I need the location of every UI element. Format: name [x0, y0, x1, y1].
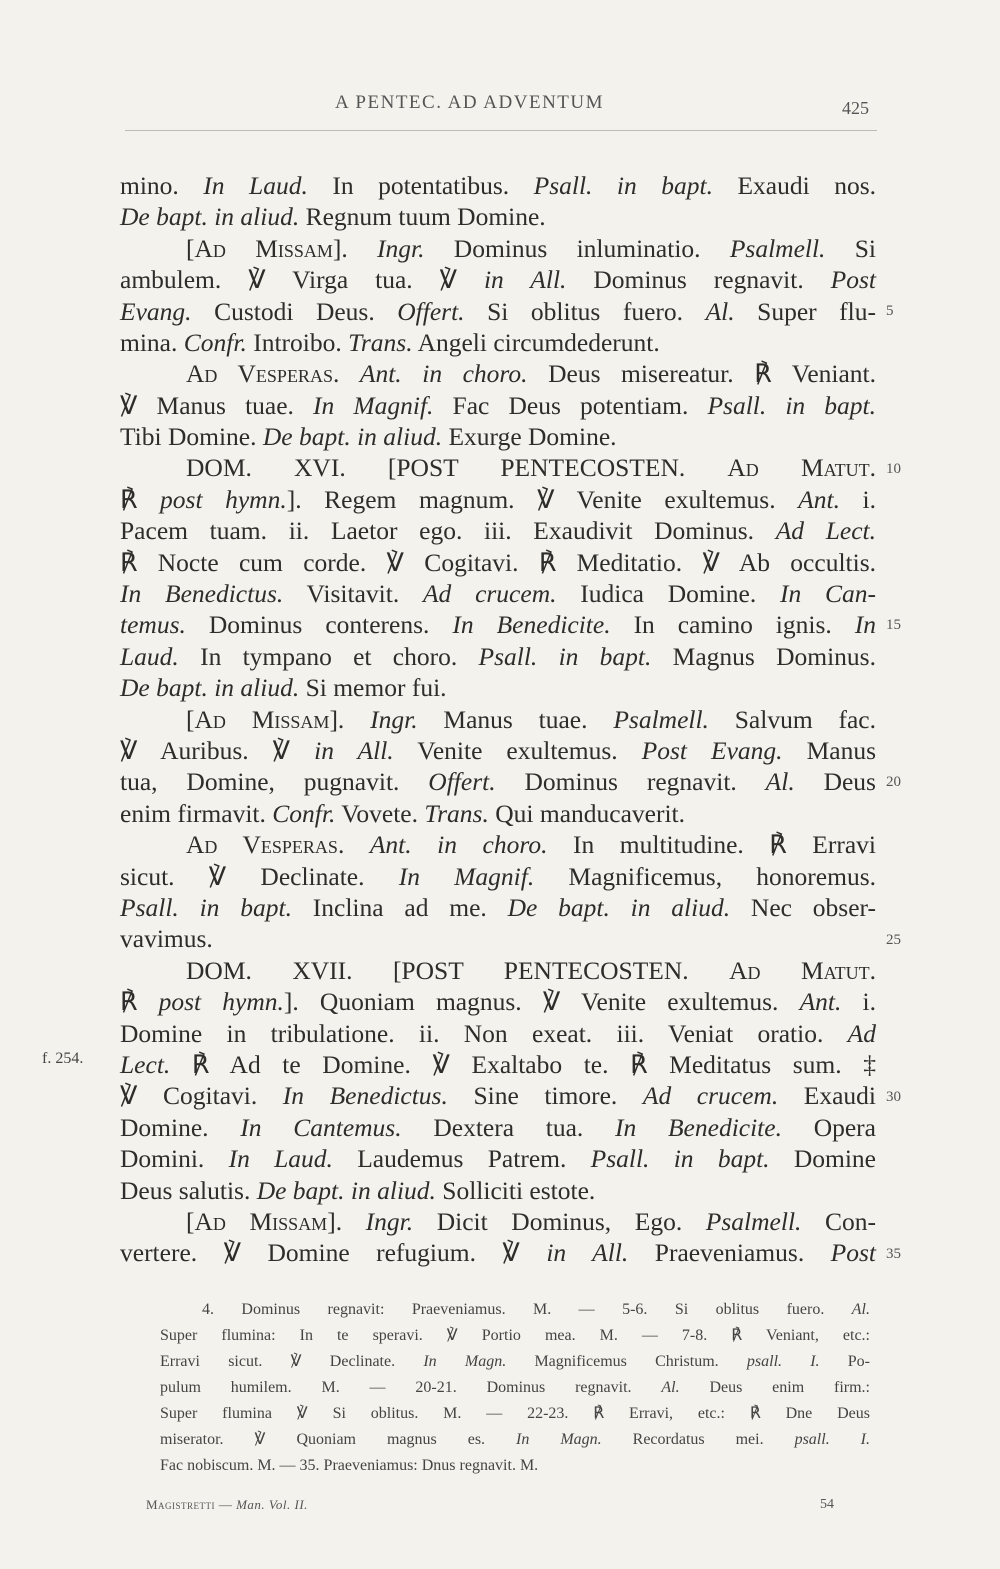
- text-line: [Ad Missam]. Ingr. Dominus inluminatio. Psalmell. Si: [186, 234, 876, 263]
- text-line: mino. In Laud. In potentatibus. Psall. in bapt. Exaudi nos.: [120, 171, 876, 200]
- text-line: vavimus.: [120, 924, 213, 953]
- text-line: Ad Vesperas. Ant. in choro. Deus misereatur. ℟ Veniant.: [186, 359, 877, 388]
- text-line: [Ad Missam]. Ingr. Manus tuae. Psalmell. Salvum fac.: [186, 705, 876, 734]
- text-line: [Ad Missam]. Ingr. Dicit Dominus, Ego. Psalmell. Con-: [186, 1207, 877, 1236]
- text-line: temus. Dominus conterens. In Benedicite. In camino ignis. In: [120, 610, 876, 639]
- text-line: sicut. ℣ Declinate. In Magnif. Magnificemus, honoremus.: [120, 862, 876, 891]
- footnote-line: pulum humilem. M. — 20-21. Dominus regnavit. Al. Deus enim firm.:: [160, 1379, 871, 1396]
- section-heading: DOM. XVI. [POST PENTECOSTEN. Ad Matut.: [186, 453, 876, 482]
- text-line: Ad Vesperas. Ant. in choro. In multitudine. ℟ Erravi: [186, 830, 876, 859]
- line-number: 5: [886, 303, 894, 319]
- text-line: tua, Domine, pugnavit. Offert. Dominus regnavit. Al. Deus: [120, 767, 876, 796]
- text-line: Deus salutis. De bapt. in aliud. Solliciti estote.: [120, 1176, 596, 1205]
- text-line: ℟ Nocte cum corde. ℣ Cogitavi. ℟ Meditatio. ℣ Ab occultis.: [120, 548, 876, 577]
- footnote-line: Super flumina ℣ Si oblitus. M. — 22-23. ℟ Erravi, etc.: ℟ Dne Deus: [160, 1405, 870, 1422]
- text-line: Domini. In Laud. Laudemus Patrem. Psall. in bapt. Domine: [120, 1144, 877, 1173]
- text-line: Evang. Custodi Deus. Offert. Si oblitus fuero. Al. Super flu-: [120, 297, 877, 326]
- footnote-line: miserator. ℣ Quoniam magnus es. In Magn. Recordatus mei. psall. I.: [160, 1431, 871, 1448]
- line-number: 25: [886, 932, 901, 948]
- header-rule: [125, 130, 877, 131]
- line-number: 10: [886, 461, 901, 477]
- text-line: Laud. In tympano et choro. Psall. in bapt. Magnus Dominus.: [120, 642, 876, 671]
- signature-author: Magistretti — Man. Vol. II.: [146, 1497, 308, 1512]
- text-line: ℣ Cogitavi. In Benedictus. Sine timore. Ad crucem. Exaudi: [120, 1081, 877, 1110]
- folio-marker: f. 254.: [42, 1050, 84, 1067]
- text-line: Domine in tribulatione. ii. Non exeat. iii. Veniat oratio. Ad: [120, 1019, 876, 1048]
- line-number: 30: [886, 1089, 901, 1105]
- text-line: ambulem. ℣ Virga tua. ℣ in All. Dominus regnavit. Post: [120, 265, 876, 294]
- signature-number: 54: [820, 1497, 834, 1512]
- line-number: 15: [886, 617, 901, 633]
- text-line: De bapt. in aliud. Si memor fui.: [120, 673, 447, 702]
- line-number: 20: [886, 774, 901, 790]
- text-line: enim firmavit. Confr. Vovete. Trans. Qui manducaverit.: [120, 799, 686, 828]
- text-line: ℟ post hymn.]. Regem magnum. ℣ Venite exultemus. Ant. i.: [120, 485, 876, 514]
- text-line: vertere. ℣ Domine refugium. ℣ in All. Praeveniamus. Post: [120, 1238, 876, 1267]
- text-line: ℣ Manus tuae. In Magnif. Fac Deus potentiam. Psall. in bapt.: [120, 391, 876, 420]
- running-title: A PENTEC. AD ADVENTUM: [335, 92, 605, 113]
- text-line: Lect. ℟ Ad te Domine. ℣ Exaltabo te. ℟ Meditatus sum. ‡: [120, 1050, 876, 1079]
- line-number: 35: [886, 1246, 901, 1262]
- text-line: Psall. in bapt. Inclina ad me. De bapt. in aliud. Nec obser-: [120, 893, 876, 922]
- text-line: mina. Confr. Introibo. Trans. Angeli circumdederunt.: [120, 328, 660, 357]
- text-line: Tibi Domine. De bapt. in aliud. Exurge Domine.: [120, 422, 617, 451]
- text-line: ℟ post hymn.]. Quoniam magnus. ℣ Venite exultemus. Ant. i.: [120, 987, 877, 1016]
- section-heading: DOM. XVII. [POST PENTECOSTEN. Ad Matut.: [186, 956, 876, 985]
- page-number: 425: [842, 98, 869, 118]
- text-line: Domine. In Cantemus. Dextera tua. In Benedicite. Opera: [120, 1113, 876, 1142]
- footnote-line: Fac nobiscum. M. — 35. Praeveniamus: Dnus regnavit. M.: [160, 1457, 539, 1474]
- text-line: De bapt. in aliud. Regnum tuum Domine.: [120, 202, 546, 231]
- footnote-line: 4. Dominus regnavit: Praeveniamus. M. — 5-6. Si oblitus fuero. Al.: [202, 1301, 870, 1318]
- footnote-line: Super flumina: In te speravi. ℣ Portio mea. M. — 7-8. ℟ Veniant, etc.:: [160, 1327, 870, 1344]
- text-line: ℣ Auribus. ℣ in All. Venite exultemus. Post Evang. Manus: [120, 736, 876, 765]
- text-line: Pacem tuam. ii. Laetor ego. iii. Exaudivit Dominus. Ad Lect.: [120, 516, 876, 545]
- text-line: In Benedictus. Visitavit. Ad crucem. Iudica Domine. In Can-: [120, 579, 876, 608]
- footnote-line: Erravi sicut. ℣ Declinate. In Magn. Magnificemus Christum. psall. I. Po-: [160, 1353, 871, 1370]
